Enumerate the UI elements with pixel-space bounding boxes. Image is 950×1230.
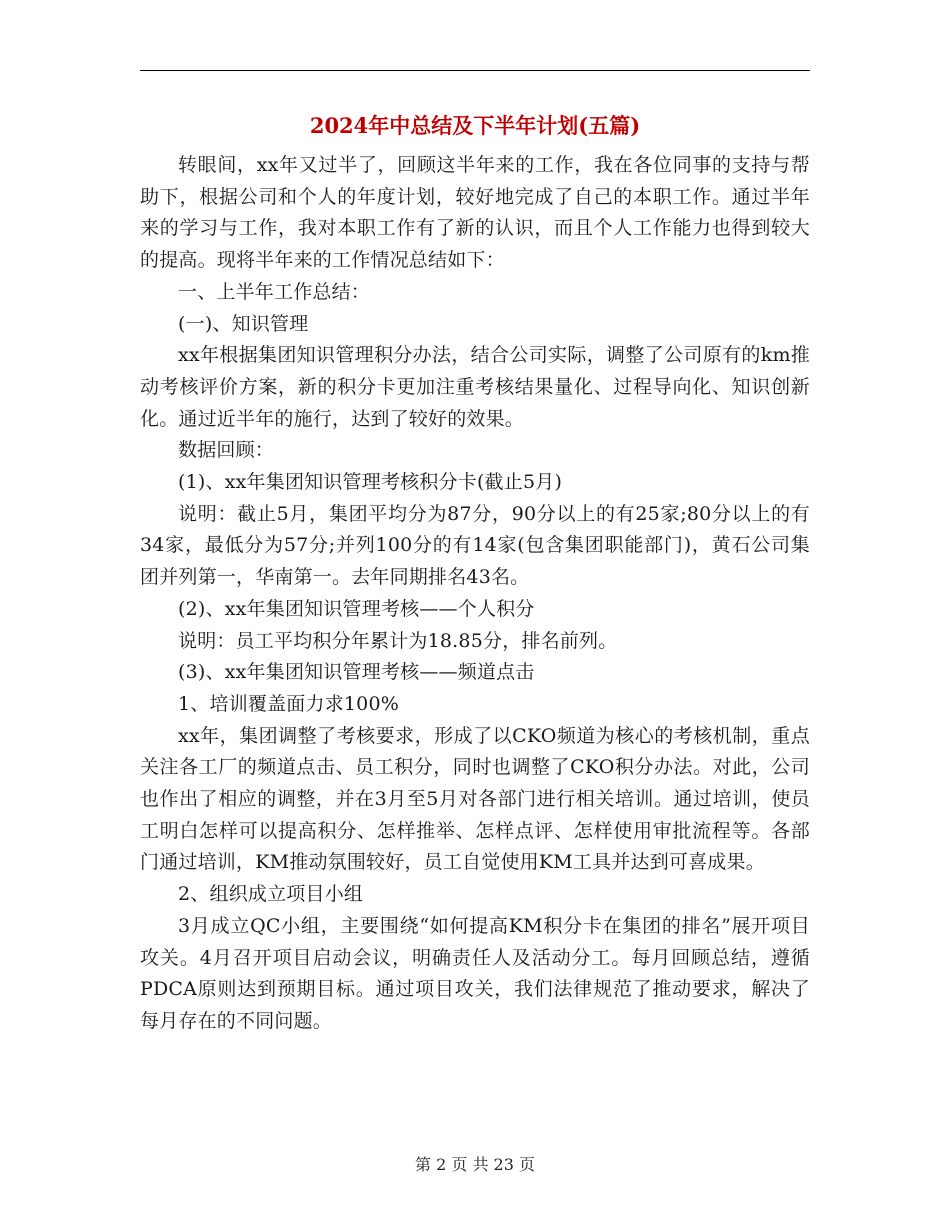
section-heading: 一、上半年工作总结：	[178, 280, 371, 303]
header-rule	[140, 70, 810, 71]
body-paragraph: 3月成立QC小组，主要围绕“如何提高KM积分卡在集团的排名”展开项目攻关。4月召开项目启动会议，明确责任人及活动分工。每月回顾总结，遵循PDCA原则达到预期目标。通过项目攻关，我们法律规范了推动要求，解决了每月存在的不同问题。	[140, 914, 810, 1032]
body-paragraph: 说明：员工平均积分年累计为18.85分，排名前列。	[178, 629, 618, 652]
intro-paragraph: 转眼间，xx年又过半了，回顾这半年来的工作，我在各位同事的支持与帮助下，根据公司和个人的年度计划，较好地完成了自己的本职工作。通过半年来的学习与工作，我对本职工作有了新的认识，而且个人工作能力也得到较大的提高。现将半年来的工作情况总结如下：	[140, 154, 810, 272]
item-heading: (1)、xx年集团知识管理考核积分卡(截止5月)	[178, 471, 563, 494]
item-heading: (2)、xx年集团知识管理考核——个人积分	[178, 597, 535, 620]
data-review-heading: 数据回顾：	[178, 439, 275, 462]
subsection-heading: (一)、知识管理	[178, 312, 309, 335]
document-body	[140, 150, 810, 1038]
body-paragraph: xx年根据集团知识管理积分办法，结合公司实际，调整了公司原有的km推动考核评价方案，新的积分卡更加注重考核结果量化、过程导向化、知识创新化。通过近半年的施行，达到了较好的效果。	[140, 344, 810, 430]
numbered-heading: 2、组织成立项目小组	[178, 883, 364, 906]
document-title: 2024年中总结及下半年计划(五篇)	[309, 113, 641, 138]
body-paragraph: xx年，集团调整了考核要求，形成了以CKO频道为核心的考核机制，重点关注各工厂的频道点击、员工积分，同时也调整了CKO积分办法。对此，公司也作出了相应的调整，并在3月至5月对各部门进行相关培训。通过培训，使员工明白怎样可以提高积分、怎样推举、怎样点评、怎样使用审批流程等。各部门通过培训，KM推动氛围较好，员工自觉使用KM工具并达到可喜成果。	[140, 724, 810, 874]
numbered-heading: 1、培训覆盖面力求100%	[178, 692, 400, 715]
body-paragraph: 说明：截止5月，集团平均分为87分，90分以上的有25家;80分以上的有34家，最低分为57分;并列100分的有14家(包含集团职能部门)，黄石公司集团并列第一，华南第一。去年同期排名43名。	[140, 502, 810, 589]
item-heading: (3)、xx年集团知识管理考核——频道点击	[178, 661, 535, 684]
page-number-footer: 第 2 页 共 23 页	[415, 1155, 535, 1174]
